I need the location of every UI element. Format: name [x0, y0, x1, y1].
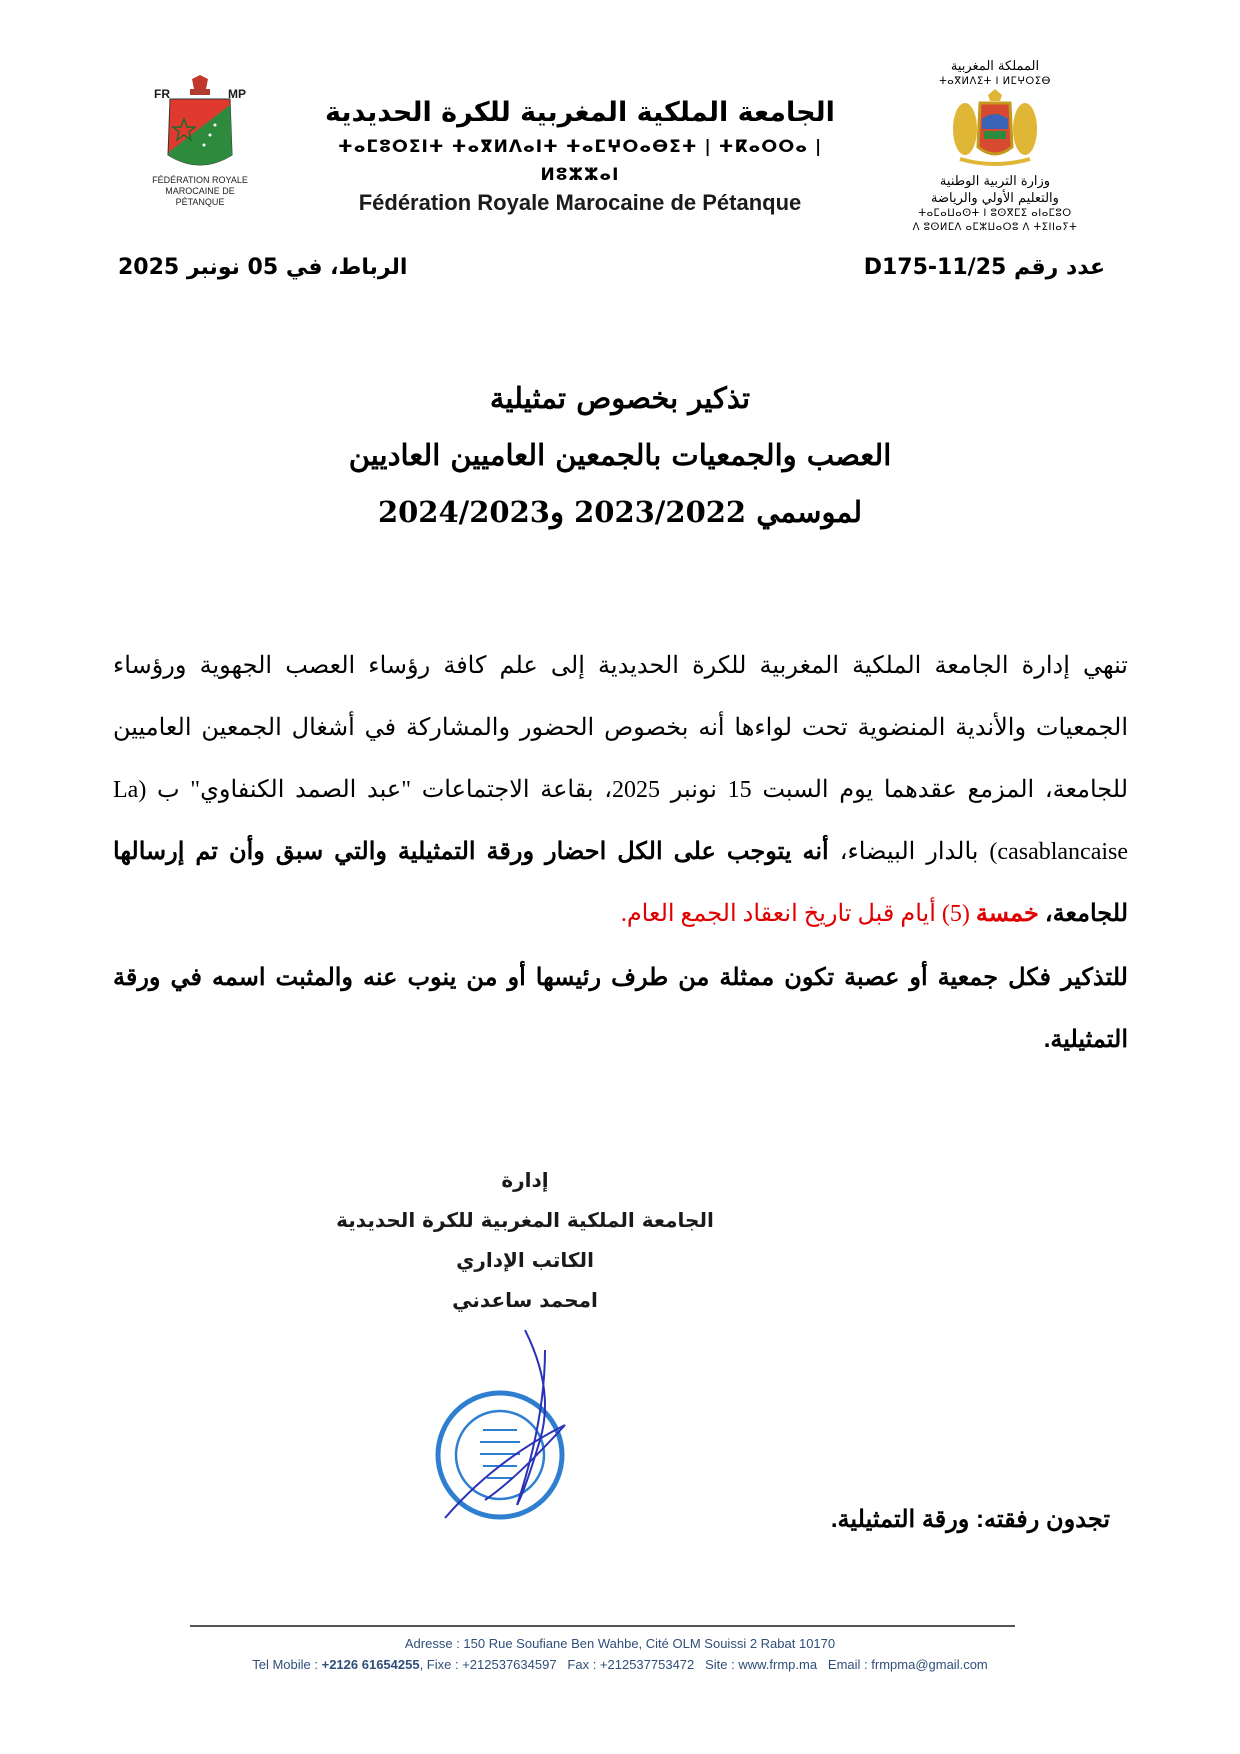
para1-deadline-text: (5) أيام قبل تاريخ انعقاد الجمع العام.	[620, 901, 976, 927]
place-date: الرباط، في 05 نونبر 2025	[118, 255, 408, 280]
frmp-caption-line2: MAROCAINE DE PÉTANQUE	[165, 186, 235, 207]
footer-fixe: , Fixe : +212537634597	[419, 1657, 557, 1672]
subject-line-1: تذكير بخصوص تمثيلية	[489, 381, 751, 415]
footer-tel-label: Tel Mobile :	[252, 1657, 322, 1672]
signature-organization: الجامعة الملكية المغربية للكرة الحديدية	[336, 1208, 714, 1232]
frmp-letters-left: FR	[154, 87, 170, 101]
moroccan-coat-of-arms-icon	[940, 89, 1050, 169]
reference-number: عدد رقم D175-11/25	[863, 255, 1105, 280]
para1-deadline-emphasis: خمسة	[975, 901, 1039, 927]
stamp-signature-icon	[425, 1330, 595, 1520]
ministry-tifinagh-line2: ⴷ ⵓⵙⵍⵎⴷ ⴰⵎⵣⵡⴰⵔⵓ ⴷ ⵜⵉⵏⵏⴰⵢⵜ	[912, 222, 1078, 233]
official-stamp	[425, 1330, 595, 1520]
federation-title-block	[300, 95, 860, 217]
para1-normal-text: تنهي إدارة الجامعة الملكية المغربية للكرة الحديدية إلى علم كافة رؤساء العصب الجهوية ورؤساء الجمعيات والأندية المنضوية تحت لواءها أنه بخصوص الحضور والمشاركة في أشغال الجمعين العاميين للجامعة، المزمع عقدهما يوم السبت 15 نونبر 2025، بقاعة الاجتماعات "عبد الصمد الكنفاوي" ب (La casablancaise) بالدار البيضاء،	[113, 653, 1129, 865]
footer-contacts-line	[150, 1654, 1090, 1675]
signatory-name: امحمد ساعدني	[452, 1288, 598, 1312]
footer-contact	[150, 1633, 1090, 1675]
body-paragraph-1	[113, 635, 1128, 945]
federation-title-french: Fédération Royale Marocaine de Pétanque	[358, 190, 802, 215]
footer-tel-mobile: +2126 61654255	[321, 1657, 420, 1672]
body-paragraph-2: للتذكير فكل جمعية أو عصبة تكون ممثلة من طرف رئيسها أو من ينوب عنه والمثبت اسمه في ورقة التمثيلية.	[113, 964, 1128, 1053]
footer-email[interactable]: Email : frmpma@gmail.com	[827, 1657, 988, 1672]
kingdom-tifinagh: ⵜⴰⴳⵍⴷⵉⵜ ⵏ ⵍⵎⵖⵔⵉⴱ	[939, 76, 1051, 87]
attachment-note: تجدون رفقته: ورقة التمثيلية.	[830, 1506, 1110, 1533]
footer-site[interactable]: Site : www.frmp.ma	[705, 1657, 818, 1672]
subject-line-3: لموسمي 2023/2022 و2024/2023	[377, 495, 863, 529]
federation-title-tifinagh: ⵜⴰⵎⵓⵔⵉⵏⵜ ⵜⴰⴳⵍⴷⴰⵏⵜ ⵜⴰⵎⵖⵔⴰⴱⵉⵜ | ⵜⴽⴰⵔⵔⴰ | ⵍⵓⵣⵣⴰⵏ	[337, 137, 823, 185]
signature-department: إدارة	[501, 1168, 549, 1192]
para1-bold-text: أنه يتوجب على الكل احضار ورقة التمثيلية والتي سبق وأن تم إرسالها للجامعة،	[113, 839, 1128, 927]
footer-fax: Fax : +212537753472	[567, 1657, 695, 1672]
signature-title: الكاتب الإداري	[456, 1248, 594, 1272]
subject-line-2: العصب والجمعيات بالجمعين العاميين العاديين	[348, 438, 892, 472]
frmp-caption-line1: FÉDÉRATION ROYALE	[152, 175, 248, 185]
federation-title-arabic: الجامعة الملكية المغربية للكرة الحديدية	[325, 97, 835, 128]
ministry-arabic-line2: والتعليم الأولي والرياضة	[931, 191, 1059, 206]
footer-divider	[190, 1625, 1015, 1627]
ministry-block	[900, 58, 1090, 235]
subject-block	[0, 370, 1240, 541]
footer-address: Adresse : 150 Rue Soufiane Ben Wahbe, Cité OLM Souissi 2 Rabat 10170	[404, 1636, 836, 1651]
frmp-letters-right: MP	[228, 87, 246, 101]
signature-block	[300, 1160, 750, 1320]
letter-body	[113, 635, 1128, 1071]
frmp-logo	[140, 75, 260, 205]
ministry-arabic-line1: وزارة التربية الوطنية	[939, 174, 1051, 189]
kingdom-arabic: المملكة المغربية	[950, 59, 1040, 74]
ministry-tifinagh-line1: ⵜⴰⵎⴰⵡⴰⵙⵜ ⵏ ⵓⵙⴳⵎⵉ ⴰⵏⴰⵎⵓⵔ	[918, 208, 1072, 219]
